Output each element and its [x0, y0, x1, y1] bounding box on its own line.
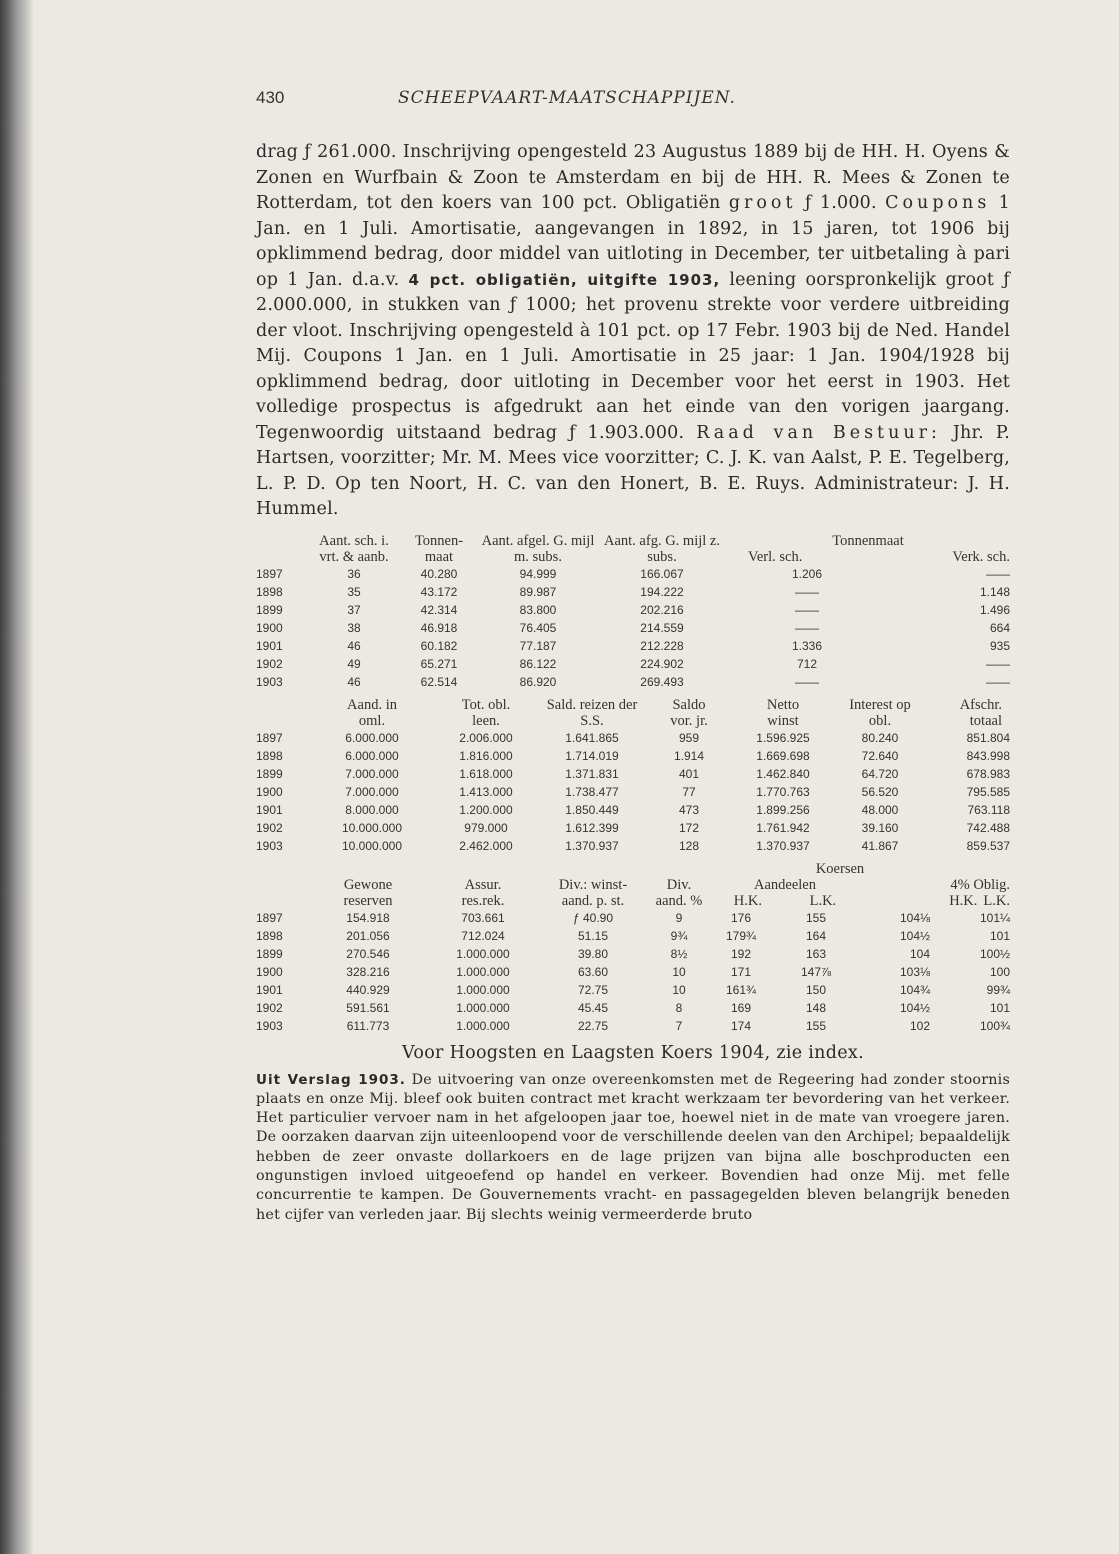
table-row: 1903 46 62.514 86.920 269.493 —— —— — [256, 674, 1010, 689]
page-number: 430 — [256, 88, 285, 107]
fleet-statistics-table — [256, 533, 1010, 691]
col-div-aand: Div. aand. % — [655, 876, 703, 909]
table-row: 1898 201.056 712.024 51.15 9¾ 179¾ 164 104½ 101 — [256, 928, 1010, 943]
col-tot-obl: Tot. obl. leen. — [461, 696, 511, 729]
col-afschr: Afschr. totaal — [959, 696, 1002, 729]
intro-text-4: leening oorspronkelijk groot ƒ 2.000.000, in stukken van ƒ 1000; het provenu strekte voor verdere uitbreiding der vloot. Inschrijving opengesteld à 101 pct. op 17 Febr. 1903 bij de Ned. Handel Mij. Coupons 1 Jan. en 1 Juli. Amortisatie in 25 jaar: 1 Jan. 1904/1928 bij opklimmend bedrag, door uitloting in December voor het eerst in 1903. Het volledige prospectus is afgedrukt aan het einde van den vorigen jaargang. Tegenwoordig uitstaand bedrag ƒ 1.903.000. — [256, 269, 1010, 443]
table-row: 1902 10.000.000 979.000 1.612.399 172 1.761.942 39.160 742.488 — [256, 820, 1010, 835]
col-assur: Assur. res.rek. — [461, 876, 505, 909]
table-row: 1901 46 60.182 77.187 212.228 1.336 935 — [256, 638, 1010, 653]
report-text: De uitvoering van onze overeenkomsten met de Regeering had zonder stoornis plaats en onze Mij. bleef ook buiten contract met kracht werkzaam ter bevordering van het verkeer. Het particulier vervoer nam in het afgeloopen jaar toe, hoewel niet in de mate van vroegere jaren. De oorzaken daarvan zijn uiteenloopend voor de verschillende deelen van den Archipel; bepaaldelijk hebben de zeer onvaste dollarkoers en de lage prijzen van bijna alle boschproducten een ongunstigen invloed uitgeoefend op handel en verkeer. Bovendien had onze Mij. met felle concurrentie te kampen. De Gouvernements vracht- en passagegelden bleven belangrijk beneden het cijfer van verleden jaar. Bij slechts weinig vermeerderde bruto — [256, 1071, 1010, 1223]
intro-paragraph — [256, 140, 1010, 523]
table-row: 1903 611.773 1.000.000 22.75 7 174 155 102 100¾ — [256, 1018, 1010, 1033]
book-spine-shadow — [0, 0, 34, 1554]
col-gewone-reserven: Gewone reserven — [343, 876, 393, 909]
intro-groot: groot — [728, 193, 797, 213]
col-interest: Interest op obl. — [849, 696, 911, 729]
table-row: 1900 7.000.000 1.413.000 1.738.477 77 1.770.763 56.520 795.585 — [256, 784, 1010, 799]
col-tonnenmaat-group: Tonnenmaat — [832, 532, 904, 549]
col-afgel-mijl: Aant. afgel. G. mijl m. subs. — [481, 532, 595, 565]
table-row: 1897 6.000.000 2.006.000 1.641.865 959 1.596.925 80.240 851.804 — [256, 730, 1010, 745]
table-row: 1902 49 65.271 86.122 224.902 712 —— — [256, 656, 1010, 671]
annual-report-excerpt — [256, 1071, 1010, 1225]
table-row: 1898 35 43.172 89.987 194.222 —— 1.148 — [256, 584, 1010, 599]
col-oblig-lk: L.K. — [983, 892, 1010, 909]
intro-text-3: 1 Jan. en 1 Juli. Amortisatie, aangevangen in 1892, in 15 jaren, tot 1906 bij opklimmend bedrag, door middel van uitloting in December, ter uitbetaling à pari op 1 Jan. d.a.v. — [256, 193, 1011, 290]
report-heading: Uit Verslag 1903. — [256, 1071, 406, 1088]
running-title: SCHEEPVAART-MAATSCHAPPIJEN. — [398, 88, 736, 108]
col-aand: Aand. in oml. — [347, 696, 397, 729]
table-row: 1900 38 46.918 76.405 214.559 —— 664 — [256, 620, 1010, 635]
intro-text-1: drag ƒ 261.000. Inschrijving opengesteld 23 Augustus 1889 bij de HH. H. Oyens & Zonen en Wurfbain & Zoon te Amsterdam en bij de HH. R. Mees & Zonen te Rotterdam, tot den koers van 100 pct. Obligatiën — [256, 142, 1010, 213]
table-row: 1899 37 42.314 83.800 202.216 —— 1.496 — [256, 602, 1010, 617]
col-koersen: Koersen — [815, 860, 865, 877]
table-row: 1900 328.216 1.000.000 63.60 10 171 147⅞ 103⅛ 100 — [256, 964, 1010, 979]
col-sald-reizen: Sald. reizen der S.S. — [546, 696, 638, 729]
col-verl-sch: Verl. sch. — [748, 548, 803, 565]
intro-text-5: Jhr. P. Hartsen, voorzitter; Mr. M. Mees vice voorzitter; C. J. K. van Aalst, P. E. Tegelberg, L. P. D. Op ten Noort, H. C. van den Honert, B. E. Ruys. Administrateur: J. H. Hummel. — [256, 422, 1011, 519]
page-header — [256, 88, 1010, 118]
col-verk-sch: Verk. sch. — [952, 548, 1010, 565]
table-row: 1903 10.000.000 2.462.000 1.370.937 128 1.370.937 41.867 859.537 — [256, 838, 1010, 853]
col-aandeelen-hk: H.K. — [733, 892, 762, 909]
col-oblig: 4% Oblig. — [950, 876, 1010, 893]
financial-results-table — [256, 697, 1010, 855]
table-row: 1902 591.561 1.000.000 45.45 8 169 148 104½ 101 — [256, 1000, 1010, 1015]
table-row: 1897 36 40.280 94.999 166.067 1.206 —— — [256, 566, 1010, 581]
koers-footnote: Voor Hoogsten en Laagsten Koers 1904, zie index. — [402, 1042, 864, 1063]
intro-coupons: Coupons — [885, 193, 991, 213]
col-aandeelen: Aandeelen — [754, 876, 816, 893]
col-oblig-hk: H.K. — [949, 892, 978, 909]
bond-issue-heading: 4 pct. obligatiën, uitgifte 1903, — [408, 270, 721, 289]
table-row: 1901 8.000.000 1.200.000 1.850.449 473 1.899.256 48.000 763.118 — [256, 802, 1010, 817]
col-netto: Netto winst — [766, 696, 800, 729]
col-aandeelen-lk: L.K. — [809, 892, 837, 909]
col-tonnenmaat: Tonnen- maat — [414, 532, 464, 565]
table-row: 1898 6.000.000 1.816.000 1.714.019 1.914 1.669.698 72.640 843.998 — [256, 748, 1010, 763]
table-row: 1901 440.929 1.000.000 72.75 10 161¾ 150 104¾ 99¾ — [256, 982, 1010, 997]
intro-text-2: ƒ 1.000. — [796, 193, 886, 213]
table-row: 1897 154.918 703.661 ƒ 40.90 9 176 155 104⅛ 101¼ — [256, 910, 1010, 925]
col-saldo: Saldo vor. jr. — [670, 696, 708, 729]
reserves-dividends-table — [256, 861, 1010, 1035]
col-schepen: Aant. sch. i. vrt. & aanb. — [319, 532, 389, 565]
raad-van-bestuur-heading: Raad van Bestuur: — [696, 422, 941, 443]
col-afg-mijl: Aant. afg. G. mijl z. subs. — [604, 532, 720, 565]
col-div-winst: Div.: winst- aand. p. st. — [558, 876, 628, 909]
table-row: 1899 270.546 1.000.000 39.80 8½ 192 163 104 100½ — [256, 946, 1010, 961]
page — [256, 88, 1010, 1225]
table-row: 1899 7.000.000 1.618.000 1.371.831 401 1.462.840 64.720 678.983 — [256, 766, 1010, 781]
